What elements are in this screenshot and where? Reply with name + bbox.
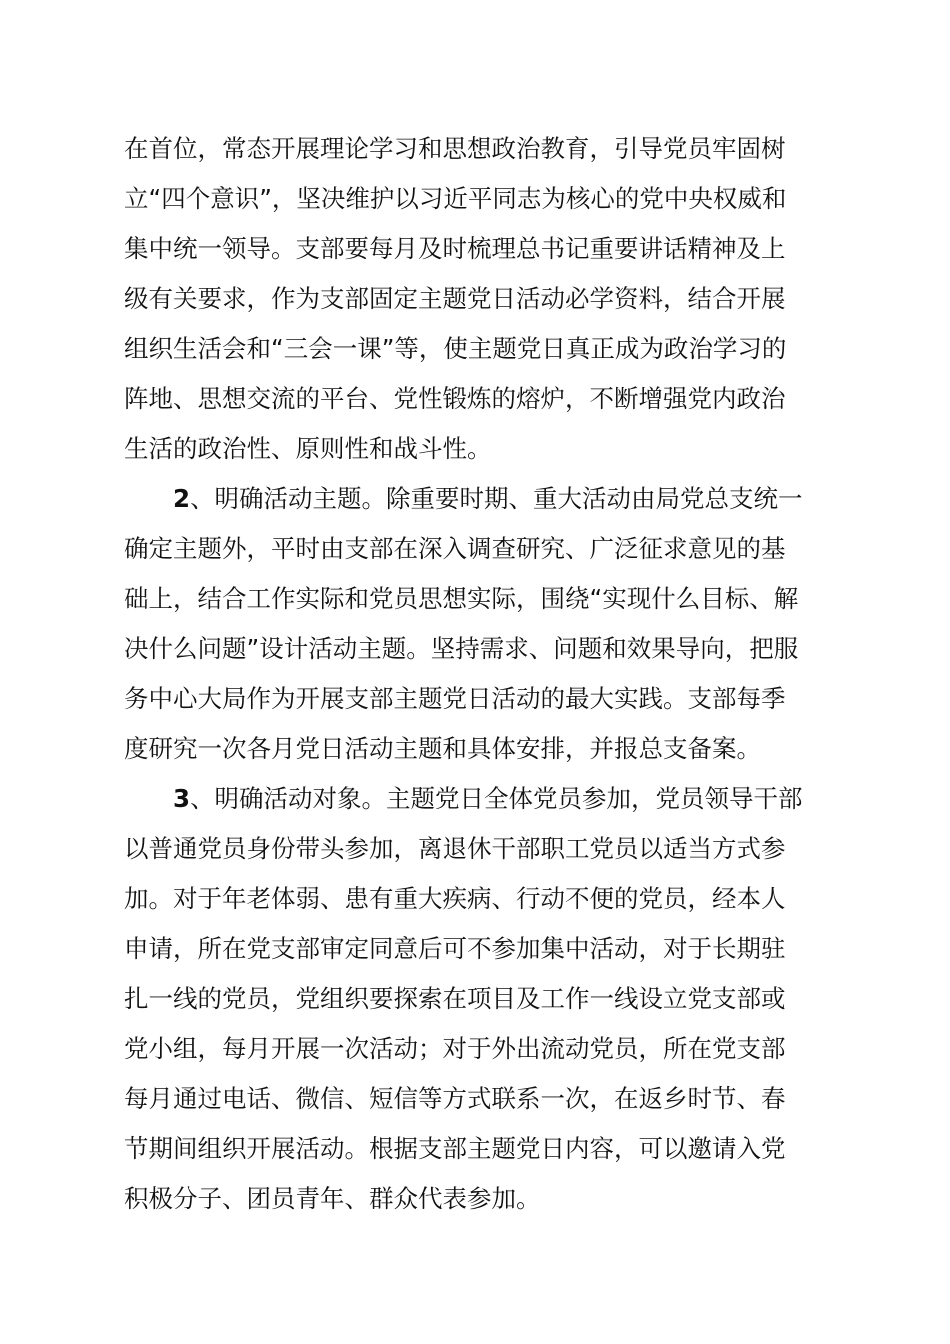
paragraph-line-text: 、明确活动对象。主题党日全体党员参加，党员领导干部	[190, 784, 803, 813]
paragraph-line: 生活的政治性、原则性和战斗性。	[124, 434, 492, 463]
section-number: 3	[173, 784, 191, 813]
paragraph-first-line	[124, 774, 838, 824]
document-body	[124, 124, 838, 1224]
paragraph-line: 础上，结合工作实际和党员思想实际，围绕“实现什么目标、解	[124, 584, 799, 613]
paragraph-3	[124, 774, 838, 1224]
paragraph-line: 申请，所在党支部审定同意后可不参加集中活动，对于长期驻	[124, 934, 786, 963]
paragraph-line: 组织生活会和“三会一课”等，使主题党日真正成为政治学习的	[124, 334, 787, 363]
paragraph-line: 度研究一次各月党日活动主题和具体安排，并报总支备案。	[124, 734, 761, 763]
paragraph-2	[124, 474, 838, 774]
paragraph-line: 扎一线的党员，党组织要探索在项目及工作一线设立党支部或	[124, 984, 786, 1013]
paragraph-line: 决什么问题”设计活动主题。坚持需求、问题和效果导向，把服	[124, 634, 799, 663]
paragraph-line: 阵地、思想交流的平台、党性锻炼的熔炉，不断增强党内政治	[124, 384, 786, 413]
paragraph-line: 级有关要求，作为支部固定主题党日活动必学资料，结合开展	[124, 284, 786, 313]
paragraph-line: 每月通过电话、微信、短信等方式联系一次，在返乡时节、春	[124, 1084, 786, 1113]
paragraph-line: 确定主题外，平时由支部在深入调查研究、广泛征求意见的基	[124, 534, 786, 563]
paragraph-line: 节期间组织开展活动。根据支部主题党日内容，可以邀请入党	[124, 1134, 786, 1163]
paragraph-line: 在首位，常态开展理论学习和思想政治教育，引导党员牢固树	[124, 134, 786, 163]
paragraph-line: 党小组，每月开展一次活动；对于外出流动党员，所在党支部	[124, 1034, 786, 1063]
paragraph-line: 务中心大局作为开展支部主题党日活动的最大实践。支部每季	[124, 684, 786, 713]
paragraph-line: 加。对于年老体弱、患有重大疾病、行动不便的党员，经本人	[124, 884, 786, 913]
paragraph-line: 积极分子、团员青年、群众代表参加。	[124, 1184, 541, 1213]
paragraph-first-line	[124, 474, 838, 524]
paragraph-line-text: 、明确活动主题。除重要时期、重大活动由局党总支统一	[190, 484, 803, 513]
paragraph-line: 立“四个意识”，坚决维护以习近平同志为核心的党中央权威和	[124, 184, 787, 213]
section-number: 2	[173, 484, 191, 513]
paragraph-1	[124, 124, 838, 474]
paragraph-line: 以普通党员身份带头参加，离退休干部职工党员以适当方式参	[124, 834, 786, 863]
paragraph-line: 集中统一领导。支部要每月及时梳理总书记重要讲话精神及上	[124, 234, 786, 263]
